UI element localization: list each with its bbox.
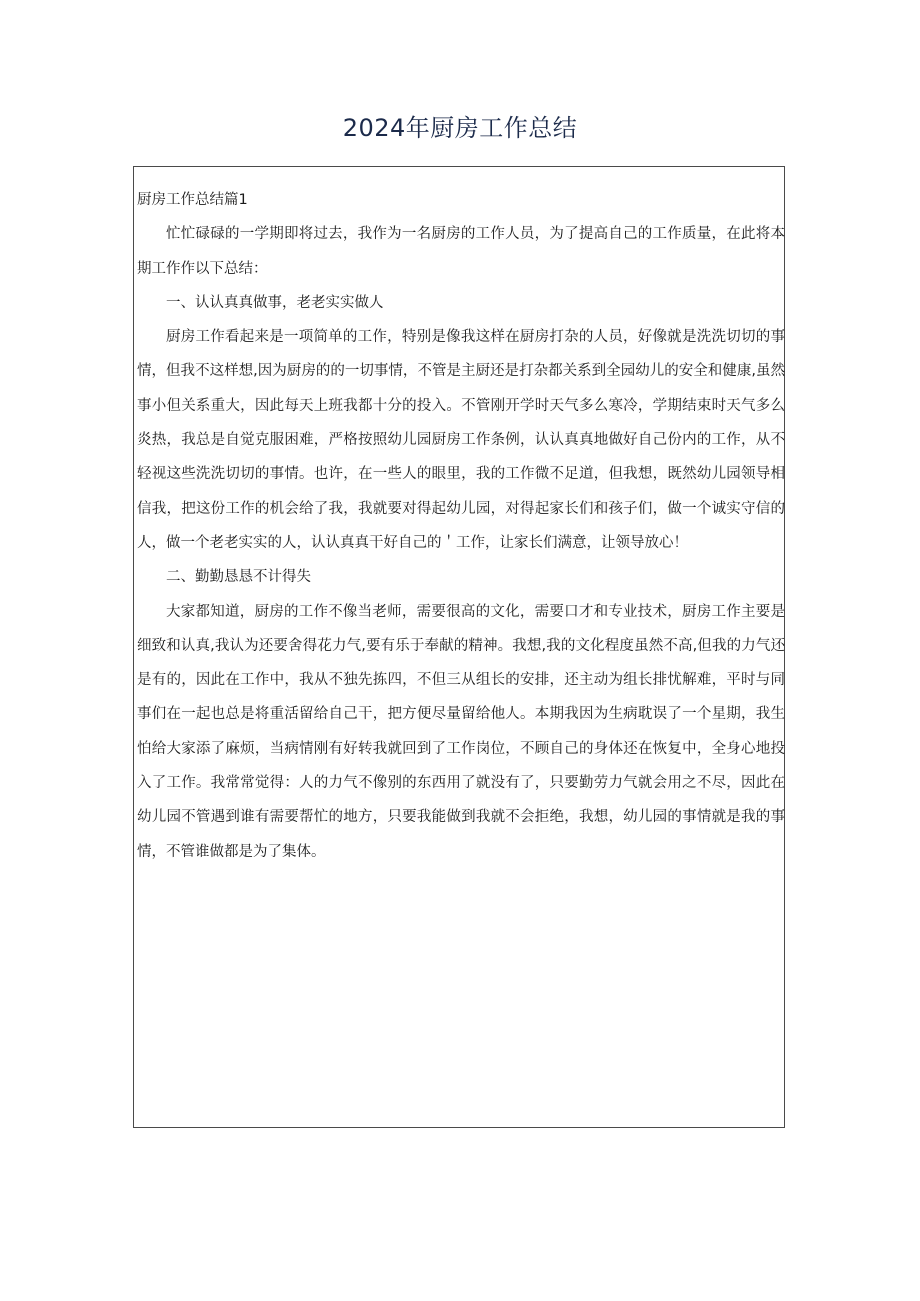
document-title: 2024年厨房工作总结 — [342, 114, 578, 142]
body-paragraph-two: 大家都知道，厨房的工作不像当老师，需要很高的文化，需要口才和专业技术，厨房工作主要是细致和认真,我认为还要舍得花力气,要有乐于奉献的精神。我想,我的文化程度虽然不高,但我的力气还是有的，因此在工作中，我从不独先拣四，不但三从组长的安排，还主动为组长排忧解难，平时与同事们在一起也总是将重活留给自己干，把方便尽量留给他人。本期我因为生病耽误了一个星期，我生怕给大家添了麻烦，当病情刚有好转我就回到了工作岗位，不顾自己的身体还在恢复中，全身心地投入了工作。我常常觉得：人的力气不像别的东西用了就没有了，只要勤劳力气就会用之不尽，因此在幼儿园不管遇到谁有需要帮忙的地方，只要我能做到我就不会拒绝，我想，幼儿园的事情就是我的事情，不管谁做都是为了集体。 — [137, 603, 785, 860]
heading-one: 一、认认真真做事，老老实实做人 — [166, 294, 384, 311]
intro-paragraph: 忙忙碌碌的一学期即将过去，我作为一名厨房的工作人员，为了提高自己的工作质量，在此将本期工作作以下总结： — [137, 226, 785, 277]
content-frame — [133, 166, 785, 1128]
heading-two: 二、勤勤恳恳不计得失 — [166, 569, 311, 586]
body-paragraph-one: 厨房工作看起来是一项简单的工作，特别是像我这样在厨房打杂的人员，好像就是洗洗切切的事情，但我不这样想,因为厨房的的一切事情，不管是主厨还是打杂都关系到全园幼儿的安全和健康,虽然事小但关系重大，因此每天上班我都十分的投入。不管刚开学时天气多么寒冷，学期结束时天气多么炎热，我总是自觉克服困难，严格按照幼儿园厨房工作条例，认认真真地做好自己份内的工作，从不轻视这些洗洗切切的事情。也许，在一些人的眼里，我的工作微不足道，但我想，既然幼儿园领导相信我，把这份工作的机会给了我，我就要对得起幼儿园，对得起家长们和孩子们，做一个诚实守信的人，做一个老老实实的人，认认真真干好自己的＇工作，让家长们满意，让领导放心！ — [137, 329, 785, 551]
document-body — [137, 183, 785, 869]
section-label: 厨房工作总结篇1 — [137, 192, 248, 208]
